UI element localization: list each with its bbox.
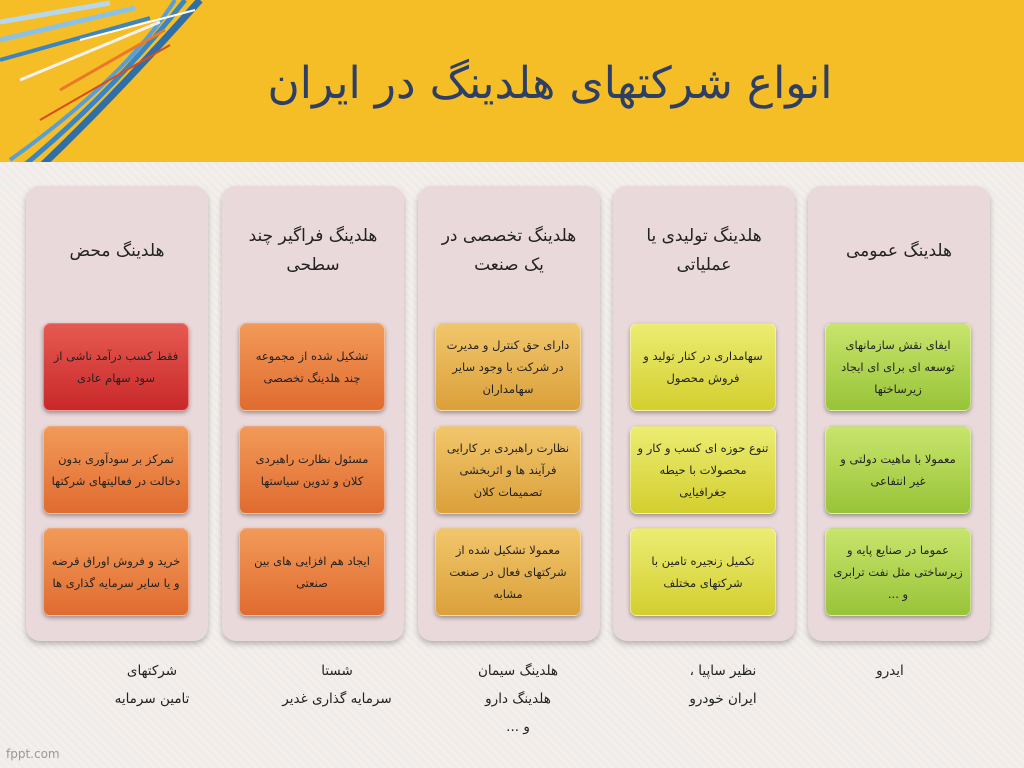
feature-box: دارای حق کنترل و مدیرت در شرکت با وجود سایر سهامداران — [435, 323, 581, 411]
feature-box: معمولا با ماهیت دولتی و غیر انتفاعی — [825, 426, 971, 514]
feature-box: سهامداری در کنار تولید و فروش محصول — [630, 323, 776, 411]
feature-box: فقط کسب درآمد ناشی از سود سهام عادی — [43, 323, 189, 411]
example-line: ایران خودرو — [689, 691, 757, 707]
page-title: انواع شرکتهای هلدینگ در ایران — [267, 58, 833, 109]
footer-watermark: fppt.com — [6, 747, 60, 761]
feature-box: نظارت راهبردی بر کارایی فرآیند ها و اثربخشی تصمیمات کلان — [435, 426, 581, 514]
feature-box: تشکیل شده از مجموعه چند هلدینگ تخصصی — [239, 323, 385, 411]
example-caption — [668, 657, 778, 713]
example-caption — [458, 657, 578, 741]
feature-box: عموما در صنایع پایه و زیرساختی مثل نفت ترابری و ... — [825, 528, 971, 616]
column-multilevel-holding — [222, 186, 404, 641]
example-line: و ... — [506, 719, 530, 735]
column-heading: هلدینگ عمومی — [845, 240, 953, 261]
column-heading: هلدینگ تولیدی یا عملیاتی — [646, 226, 762, 275]
example-line: هلدینگ دارو — [485, 691, 551, 707]
example-line: تامین سرمایه — [114, 691, 190, 707]
example-line: هلدینگ سیمان — [477, 663, 559, 679]
example-line: شرکتهای — [126, 663, 178, 679]
feature-box: ایجاد هم افزایی های بین صنعتی — [239, 528, 385, 616]
example-caption — [262, 657, 412, 713]
example-caption — [850, 657, 930, 685]
column-pure-holding — [26, 186, 208, 641]
column-heading: هلدینگ محض — [69, 240, 165, 261]
feature-box: تکمیل زنجیره تامین با شرکتهای مختلف — [630, 528, 776, 616]
feature-box: تمرکز بر سودآوری بدون دخالت در فعالیتهای شرکتها — [43, 426, 189, 514]
column-operational-holding — [613, 186, 795, 641]
column-heading: هلدینگ تخصصی در یک صنعت — [441, 226, 577, 275]
example-line: سرمایه گذاری غدیر — [282, 691, 392, 707]
column-specialized-holding — [418, 186, 600, 641]
example-line: شستا — [321, 663, 353, 679]
feature-box: ایفای نقش سازمانهای توسعه ای برای ای ایجاد زیرساختها — [825, 323, 971, 411]
feature-box: خرید و فروش اوراق قرضه و یا سایر سرمایه گذاری ها — [43, 528, 189, 616]
example-caption — [92, 657, 212, 713]
column-heading: هلدینگ فراگیر چند سطحی — [248, 226, 378, 275]
feature-box: معمولا تشکیل شده از شرکتهای فعال در صنعت مشابه — [435, 528, 581, 616]
example-line: ایدرو — [876, 663, 904, 679]
column-public-holding — [808, 186, 990, 641]
example-line: نظیر ساپیا ، — [689, 663, 757, 679]
feature-box: تنوع حوزه ای کسب و کار و محصولات با حیطه جغرافیایی — [630, 426, 776, 514]
feature-box: مسئول نظارت راهبردی کلان و تدوین سیاستها — [239, 426, 385, 514]
